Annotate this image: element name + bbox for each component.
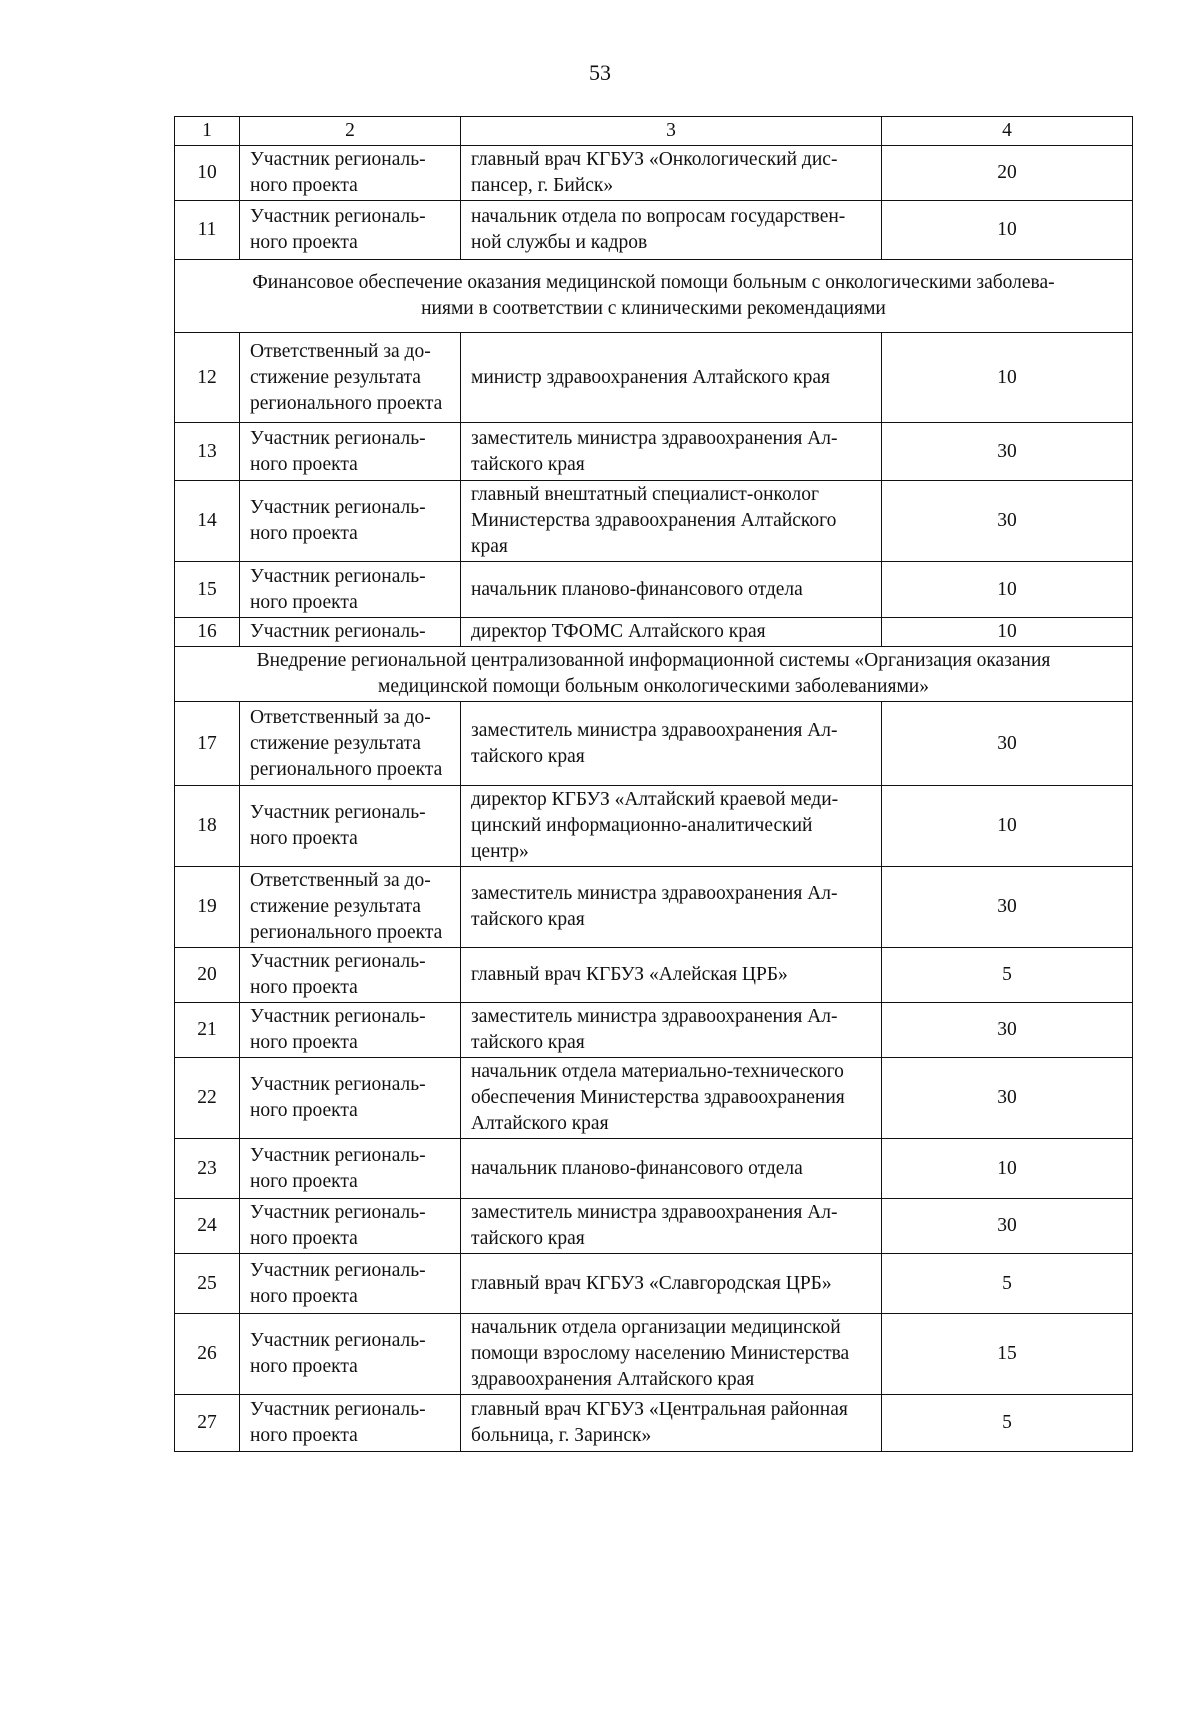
- role-cell: Участник региональ- ного проекта: [240, 1395, 461, 1452]
- row-number-cell: 13: [175, 423, 240, 481]
- role-cell: Участник региональ- ного проекта: [240, 1199, 461, 1254]
- value-cell: 10: [882, 618, 1133, 647]
- table-row: [175, 786, 1133, 867]
- person-cell: заместитель министра здравоохранения Ал- тайского края: [461, 867, 882, 948]
- role-cell: Участник региональ- ного проекта: [240, 1139, 461, 1199]
- table-row: [175, 146, 1133, 201]
- value-cell: 15: [882, 1314, 1133, 1395]
- row-number-cell: 12: [175, 333, 240, 423]
- person-cell: министр здравоохранения Алтайского края: [461, 333, 882, 423]
- header-cell: 3: [461, 117, 882, 146]
- table-row: [175, 1139, 1133, 1199]
- role-cell: Участник региональ- ного проекта: [240, 948, 461, 1003]
- row-number-cell: 25: [175, 1254, 240, 1314]
- value-cell: 30: [882, 867, 1133, 948]
- role-cell: Участник региональ- ного проекта: [240, 1314, 461, 1395]
- table-row: [175, 1314, 1133, 1395]
- role-cell: Участник региональ-: [240, 618, 461, 647]
- section-title: Финансовое обеспечение оказания медицинской помощи больным с онкологическими заболева- ниями в соответствии с клиническими рекомендациями: [175, 260, 1133, 333]
- row-number-cell: 16: [175, 618, 240, 647]
- value-cell: 20: [882, 146, 1133, 201]
- role-cell: Ответственный за до- стижение результата регионального проекта: [240, 333, 461, 423]
- person-cell: заместитель министра здравоохранения Ал- тайского края: [461, 1003, 882, 1058]
- role-cell: Ответственный за до- стижение результата регионального проекта: [240, 702, 461, 786]
- role-cell: Участник региональ- ного проекта: [240, 562, 461, 618]
- table-row: [175, 1003, 1133, 1058]
- row-number-cell: 14: [175, 481, 240, 562]
- row-number-cell: 23: [175, 1139, 240, 1199]
- row-number-cell: 15: [175, 562, 240, 618]
- role-cell: Участник региональ- ного проекта: [240, 146, 461, 201]
- person-cell: начальник отдела по вопросам государствен- ной службы и кадров: [461, 201, 882, 260]
- row-number-cell: 20: [175, 948, 240, 1003]
- value-cell: 5: [882, 948, 1133, 1003]
- table-row: [175, 562, 1133, 618]
- value-cell: 10: [882, 786, 1133, 867]
- person-cell: заместитель министра здравоохранения Ал- тайского края: [461, 423, 882, 481]
- table-header-row: [175, 117, 1133, 146]
- section-title: Внедрение региональной централизованной информационной системы «Организация оказания медицинской помощи больным онкологическими заболеваниями»: [175, 647, 1133, 702]
- row-number-cell: 19: [175, 867, 240, 948]
- row-number-cell: 22: [175, 1058, 240, 1139]
- table-body: [175, 117, 1133, 1452]
- value-cell: 30: [882, 1003, 1133, 1058]
- role-cell: Участник региональ- ного проекта: [240, 481, 461, 562]
- row-number-cell: 17: [175, 702, 240, 786]
- person-cell: главный врач КГБУЗ «Алейская ЦРБ»: [461, 948, 882, 1003]
- person-cell: главный врач КГБУЗ «Центральная районная больница, г. Заринск»: [461, 1395, 882, 1452]
- value-cell: 10: [882, 562, 1133, 618]
- table-row: [175, 1254, 1133, 1314]
- table-row: [175, 1395, 1133, 1452]
- person-cell: директор КГБУЗ «Алтайский краевой меди- цинский информационно-аналитический центр»: [461, 786, 882, 867]
- table-row: [175, 948, 1133, 1003]
- table-row: [175, 618, 1133, 647]
- value-cell: 30: [882, 481, 1133, 562]
- role-cell: Ответственный за до- стижение результата регионального проекта: [240, 867, 461, 948]
- value-cell: 10: [882, 333, 1133, 423]
- value-cell: 30: [882, 702, 1133, 786]
- person-cell: начальник отдела организации медицинской помощи взрослому населению Министерства здравоохранения Алтайского края: [461, 1314, 882, 1395]
- row-number-cell: 21: [175, 1003, 240, 1058]
- person-cell: главный внештатный специалист-онколог Министерства здравоохранения Алтайского края: [461, 481, 882, 562]
- value-cell: 5: [882, 1395, 1133, 1452]
- value-cell: 10: [882, 1139, 1133, 1199]
- table-row: [175, 1199, 1133, 1254]
- person-cell: заместитель министра здравоохранения Ал- тайского края: [461, 1199, 882, 1254]
- table-row: [175, 481, 1133, 562]
- role-cell: Участник региональ- ного проекта: [240, 423, 461, 481]
- table-row: [175, 423, 1133, 481]
- row-number-cell: 24: [175, 1199, 240, 1254]
- table-row: [175, 1058, 1133, 1139]
- table-row: [175, 702, 1133, 786]
- person-cell: директор ТФОМС Алтайского края: [461, 618, 882, 647]
- person-cell: заместитель министра здравоохранения Ал- тайского края: [461, 702, 882, 786]
- header-cell: 2: [240, 117, 461, 146]
- person-cell: начальник отдела материально-технического обеспечения Министерства здравоохранения Алтайского края: [461, 1058, 882, 1139]
- value-cell: 30: [882, 1058, 1133, 1139]
- role-cell: Участник региональ- ного проекта: [240, 1254, 461, 1314]
- role-cell: Участник региональ- ного проекта: [240, 1058, 461, 1139]
- row-number-cell: 10: [175, 146, 240, 201]
- header-cell: 1: [175, 117, 240, 146]
- row-number-cell: 11: [175, 201, 240, 260]
- person-cell: начальник планово-финансового отдела: [461, 562, 882, 618]
- value-cell: 5: [882, 1254, 1133, 1314]
- row-number-cell: 18: [175, 786, 240, 867]
- value-cell: 10: [882, 201, 1133, 260]
- row-number-cell: 26: [175, 1314, 240, 1395]
- person-cell: начальник планово-финансового отдела: [461, 1139, 882, 1199]
- table-row: [175, 867, 1133, 948]
- table-row: [175, 201, 1133, 260]
- role-cell: Участник региональ- ного проекта: [240, 1003, 461, 1058]
- role-cell: Участник региональ- ного проекта: [240, 201, 461, 260]
- row-number-cell: 27: [175, 1395, 240, 1452]
- section-row: [175, 260, 1133, 333]
- header-cell: 4: [882, 117, 1133, 146]
- person-cell: главный врач КГБУЗ «Славгородская ЦРБ»: [461, 1254, 882, 1314]
- participants-table: [174, 116, 1133, 1452]
- value-cell: 30: [882, 423, 1133, 481]
- page-number: 53: [589, 60, 611, 85]
- role-cell: Участник региональ- ного проекта: [240, 786, 461, 867]
- value-cell: 30: [882, 1199, 1133, 1254]
- table-row: [175, 333, 1133, 423]
- section-row: [175, 647, 1133, 702]
- person-cell: главный врач КГБУЗ «Онкологический дис- пансер, г. Бийск»: [461, 146, 882, 201]
